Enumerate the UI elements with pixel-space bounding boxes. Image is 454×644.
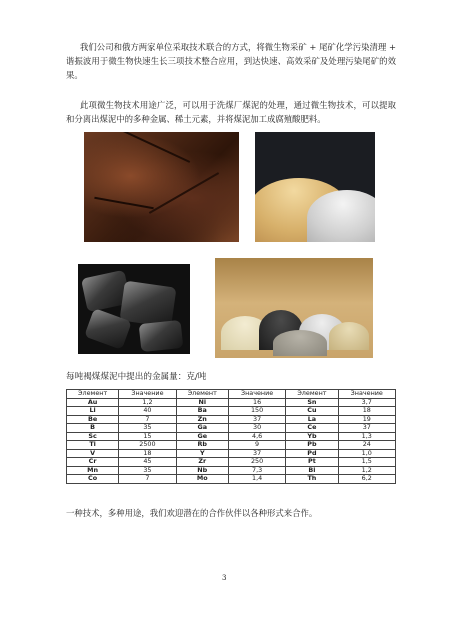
element-symbol-cell: Bi bbox=[286, 466, 338, 475]
table-header-row bbox=[67, 390, 396, 399]
header-cell: Элемент bbox=[176, 390, 228, 399]
element-symbol-cell: Au bbox=[67, 398, 119, 407]
table-row bbox=[67, 441, 396, 450]
element-symbol-cell: Be bbox=[67, 415, 119, 424]
element-symbol-cell: Cr bbox=[67, 458, 119, 467]
element-symbol-cell: Yb bbox=[286, 432, 338, 441]
element-value-cell: 250 bbox=[228, 458, 285, 467]
element-symbol-cell: Ba bbox=[176, 407, 228, 416]
element-value-cell: 1,0 bbox=[338, 449, 395, 458]
element-value-cell: 35 bbox=[119, 424, 176, 433]
element-value-cell: 7,3 bbox=[228, 466, 285, 475]
element-value-cell: 3,7 bbox=[338, 398, 395, 407]
element-symbol-cell: Y bbox=[176, 449, 228, 458]
element-value-cell: 150 bbox=[228, 407, 285, 416]
element-value-cell: 2500 bbox=[119, 441, 176, 450]
element-symbol-cell: V bbox=[67, 449, 119, 458]
element-value-cell: 9 bbox=[228, 441, 285, 450]
element-value-cell: 7 bbox=[119, 475, 176, 484]
element-value-cell: 45 bbox=[119, 458, 176, 467]
element-symbol-cell: Co bbox=[67, 475, 119, 484]
element-symbol-cell: Nb bbox=[176, 466, 228, 475]
element-value-cell: 37 bbox=[228, 449, 285, 458]
table-row bbox=[67, 424, 396, 433]
element-symbol-cell: Sc bbox=[67, 432, 119, 441]
table-row bbox=[67, 449, 396, 458]
element-symbol-cell: Pt bbox=[286, 458, 338, 467]
element-symbol-cell: Mo bbox=[176, 475, 228, 484]
element-value-cell: 1,4 bbox=[228, 475, 285, 484]
table-row bbox=[67, 398, 396, 407]
element-value-cell: 37 bbox=[338, 424, 395, 433]
element-value-cell: 18 bbox=[119, 449, 176, 458]
metal-content-table bbox=[66, 389, 396, 484]
element-value-cell: 4,6 bbox=[228, 432, 285, 441]
table-row bbox=[67, 466, 396, 475]
element-symbol-cell: Cu bbox=[286, 407, 338, 416]
powder-heaps-photo bbox=[215, 258, 373, 358]
element-value-cell: 24 bbox=[338, 441, 395, 450]
table-row bbox=[67, 415, 396, 424]
element-symbol-cell: Pb bbox=[286, 441, 338, 450]
element-symbol-cell: Ge bbox=[176, 432, 228, 441]
element-value-cell: 1,2 bbox=[338, 466, 395, 475]
element-symbol-cell: Pd bbox=[286, 449, 338, 458]
element-value-cell: 6,2 bbox=[338, 475, 395, 484]
element-value-cell: 19 bbox=[338, 415, 395, 424]
element-symbol-cell: Ga bbox=[176, 424, 228, 433]
element-symbol-cell: La bbox=[286, 415, 338, 424]
element-symbol-cell: Mn bbox=[67, 466, 119, 475]
header-cell: Элемент bbox=[286, 390, 338, 399]
ore-rock-photo bbox=[84, 132, 239, 242]
element-symbol-cell: Ni bbox=[176, 398, 228, 407]
element-value-cell: 37 bbox=[228, 415, 285, 424]
header-cell: Значение bbox=[338, 390, 395, 399]
element-value-cell: 40 bbox=[119, 407, 176, 416]
element-value-cell: 1,3 bbox=[338, 432, 395, 441]
intro-paragraph: 我们公司和俄方两家单位采取技术联合的方式，将微生物采矿 + 尾矿化学污染清理 + 谐振波用于微生物快速生长三项技术整合应用，到达快速、高效采矿及处理污染尾矿的效果。 bbox=[66, 42, 396, 80]
mineral-powders-photo bbox=[255, 132, 375, 242]
element-symbol-cell: Ce bbox=[286, 424, 338, 433]
header-cell: Значение bbox=[228, 390, 285, 399]
table-row bbox=[67, 458, 396, 467]
table-row bbox=[67, 475, 396, 484]
page-number: 3 bbox=[222, 574, 227, 582]
element-symbol-cell: Zn bbox=[176, 415, 228, 424]
coal-lumps-photo bbox=[78, 264, 190, 354]
element-symbol-cell: Ti bbox=[67, 441, 119, 450]
element-value-cell: 35 bbox=[119, 466, 176, 475]
header-cell: Элемент bbox=[67, 390, 119, 399]
element-symbol-cell: B bbox=[67, 424, 119, 433]
element-symbol-cell: Zr bbox=[176, 458, 228, 467]
closing-paragraph: 一种技术，多种用途，我们欢迎潜在的合作伙伴以各种形式来合作。 bbox=[66, 508, 318, 518]
element-symbol-cell: Li bbox=[67, 407, 119, 416]
element-value-cell: 1,5 bbox=[338, 458, 395, 467]
usage-paragraph: 此项微生物技术用途广泛，可以用于洗煤厂煤泥的处理，通过微生物技术，可以提取和分离出煤泥中的多种金属、稀土元素，并将煤泥加工成腐殖酸肥料。 bbox=[66, 100, 396, 124]
table-caption: 每吨褐煤煤泥中提出的金属量：克/吨 bbox=[66, 372, 207, 382]
element-symbol-cell: Th bbox=[286, 475, 338, 484]
element-value-cell: 15 bbox=[119, 432, 176, 441]
element-symbol-cell: Rb bbox=[176, 441, 228, 450]
element-value-cell: 30 bbox=[228, 424, 285, 433]
element-value-cell: 1,2 bbox=[119, 398, 176, 407]
element-symbol-cell: Sn bbox=[286, 398, 338, 407]
element-value-cell: 18 bbox=[338, 407, 395, 416]
header-cell: Значение bbox=[119, 390, 176, 399]
element-value-cell: 16 bbox=[228, 398, 285, 407]
table-row bbox=[67, 407, 396, 416]
table-row bbox=[67, 432, 396, 441]
element-value-cell: 7 bbox=[119, 415, 176, 424]
